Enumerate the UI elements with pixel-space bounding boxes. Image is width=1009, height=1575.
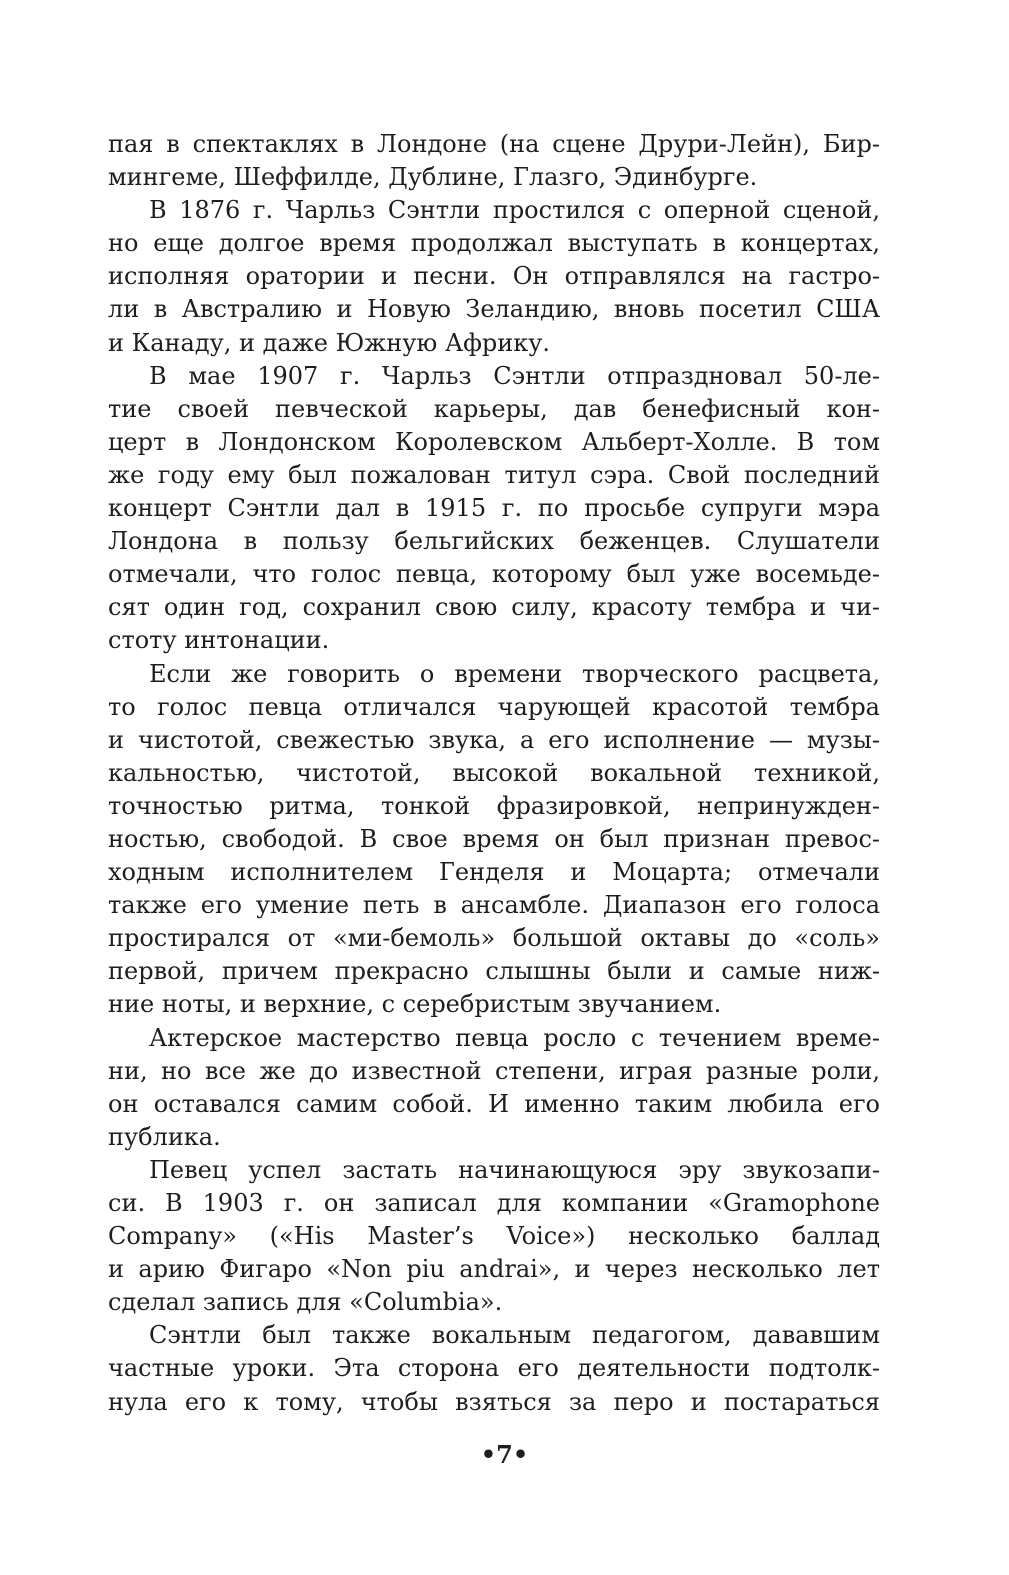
page-number: •7•: [480, 1440, 529, 1469]
text-line: В 1876 г. Чарльз Сэнтли простился с оперной сценой,: [149, 196, 880, 225]
text-line: ние ноты, и верхние, с серебристым звучанием.: [108, 990, 722, 1019]
text-line: кальностью, чистотой, высокой вокальной техникой,: [108, 758, 880, 787]
text-line: простирался от «ми-бемоль» большой октавы до «соль»: [108, 924, 880, 953]
text-line: Если же говорить о времени творческого расцвета,: [149, 659, 880, 688]
text-line: стоту интонации.: [108, 626, 330, 655]
text-line: ли в Австралию и Новую Зеландию, вновь посетил США: [108, 295, 880, 324]
text-line: то голос певца отличался чарующей красотой тембра: [108, 692, 880, 721]
text-line: первой, причем прекрасно слышны были и самые ниж-: [108, 957, 880, 986]
text-line: сят один год, сохранил свою силу, красоту тембра и чи-: [108, 593, 880, 622]
text-line: он оставался самим собой. И именно таким любила его: [108, 1089, 880, 1118]
text-line: тие своей певческой карьеры, дав бенефисный кон-: [108, 394, 880, 423]
text-line: си. В 1903 г. он записал для компании «Gramophone: [108, 1189, 880, 1217]
text-line: ностью, свободой. В свое время он был признан превос-: [108, 824, 880, 853]
text-line: но еще долгое время продолжал выступать в концертах,: [108, 229, 880, 258]
text-line: нула его к тому, чтобы взяться за перо и постараться: [108, 1387, 880, 1416]
text-line: Company» («His Master’s Voice») несколько баллад: [108, 1222, 880, 1251]
text-line: ходным исполнителем Генделя и Моцарта; отмечали: [108, 858, 880, 887]
text-line: также его умение петь в ансамбле. Диапазон его голоса: [108, 891, 880, 920]
text-line: и чистотой, свежестью звука, а его исполнение — музы-: [108, 725, 880, 754]
text-line: отмечали, что голос певца, которому был уже восемьде-: [108, 560, 880, 589]
text-line: же году ему был пожалован титул сэра. Свой последний: [108, 460, 880, 489]
text-line: В мае 1907 г. Чарльз Сэнтли отпраздновал 50-ле-: [149, 361, 880, 390]
text-line: исполняя оратории и песни. Он отправлялся на гастро-: [108, 262, 880, 291]
text-line: точностью ритма, тонкой фразировкой, непринужден-: [108, 791, 880, 820]
text-line: и арию Фигаро «Non piu andrai», и через несколько лет: [108, 1255, 880, 1284]
text-line: ни, но все же до известной степени, играя разные роли,: [108, 1056, 880, 1085]
text-line: церт в Лондонском Королевском Альберт-Холле. В том: [108, 427, 880, 456]
text-line: Актерское мастерство певца росло с течением време-: [149, 1023, 880, 1052]
text-line: частные уроки. Эта сторона его деятельности подтолк-: [108, 1354, 880, 1383]
text-line: пая в спектаклях в Лондоне (на сцене Друри-Лейн), Бир-: [108, 130, 880, 158]
text-line: мингеме, Шеффилде, Дублине, Глазго, Эдинбурге.: [108, 163, 758, 192]
text-line: концерт Сэнтли дал в 1915 г. по просьбе супруги мэра: [108, 494, 880, 523]
text-line: сделал запись для «Columbia».: [108, 1288, 503, 1317]
body-text: [108, 128, 880, 1419]
text-line: Певец успел застать начинающуюся эру звукозапи-: [149, 1155, 880, 1184]
text-line: и Канаду, и даже Южную Африку.: [108, 328, 551, 357]
text-line: Сэнтли был также вокальным педагогом, дававшим: [149, 1321, 880, 1350]
text-line: публика.: [108, 1122, 221, 1151]
text-line: Лондона в пользу бельгийских беженцев. Слушатели: [108, 527, 880, 556]
